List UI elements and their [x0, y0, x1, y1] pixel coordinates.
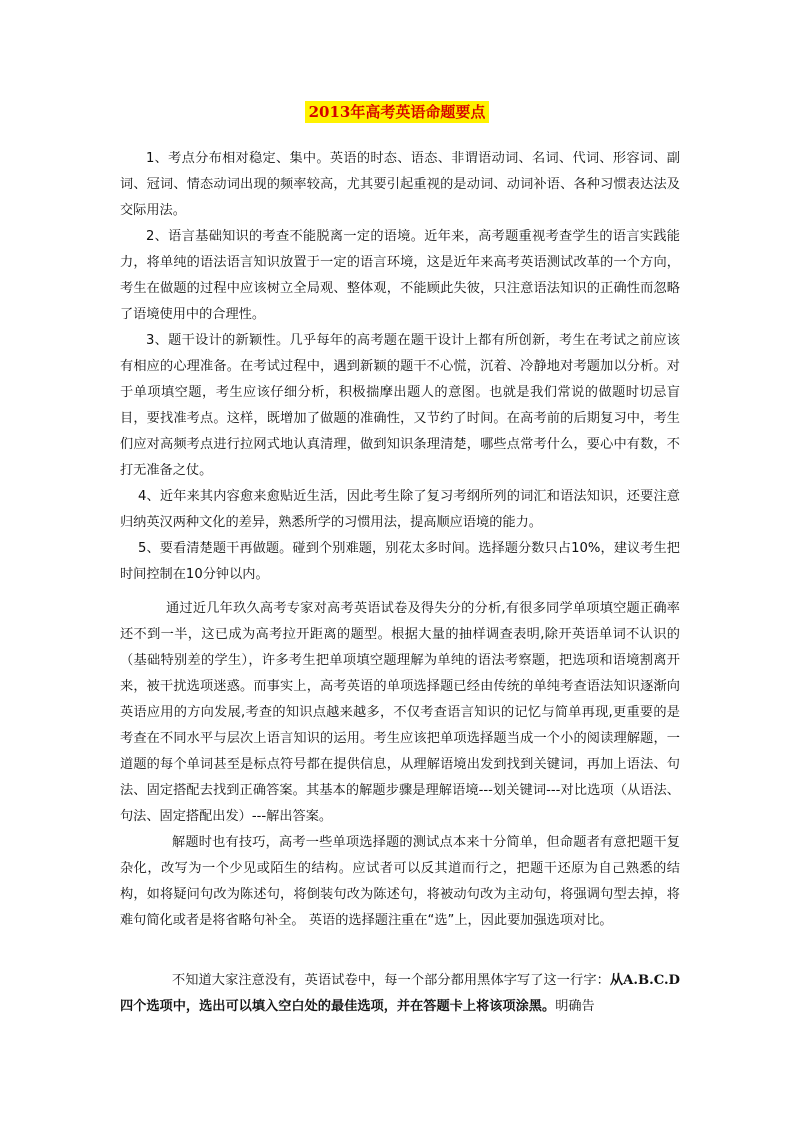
closing-section	[120, 968, 680, 1020]
analysis-section	[120, 596, 680, 934]
title-wrap	[0, 101, 794, 123]
tips-paragraph: 解题时也有技巧，高考一些单项选择题的测试点本来十分简单，但命题者有意把题干复杂化，改写为一个少见或陌生的结构。应试者可以反其道而行之，把题干还原为自己熟悉的结构，如将疑问句改为陈述句，将倒装句改为陈述句，将被动句改为主动句，将强调句型去掉，将难句简化或者是将省略句补全。 英语的选择题注重在“选”上，因此要加强选项对比。	[120, 835, 680, 928]
key-points-section	[120, 146, 680, 588]
closing-tail: 明确告	[555, 999, 595, 1014]
closing-lead: 不知道大家注意没有，英语试卷中，每一个部分都用黑体字写了这一行字：	[172, 973, 610, 988]
point-2: 2、语言基础知识的考查不能脱离一定的语境。近年来，高考题重视考查学生的语言实践能力，将单纯的语法语言知识放置于一定的语言环境，这是近年来高考英语测试改革的一个方向，考生在做题的过程中应该树立全局观、整体观，不能顾此失彼，只注意语法知识的正确性而忽略了语境使用中的合理性。	[120, 229, 680, 322]
closing-paragraph	[120, 968, 680, 1020]
point-5: 5、要看清楚题干再做题。碰到个别难题，别花太多时间。选择题分数只占10%，建议考生把时间控制在10分钟以内。	[120, 541, 680, 582]
document-title: 2013年高考英语命题要点	[305, 101, 490, 123]
point-4: 4、近年来其内容愈来愈贴近生活，因此考生除了复习考纲所列的词汇和语法知识，还要注意归纳英汉两种文化的差异，熟悉所学的习惯用法，提高顺应语境的能力。	[120, 489, 680, 530]
closing-bold-instruction: 从A.B.C.D四个选项中，选出可以填入空白处的最佳选项，并在答题卡上将该项涂黑。	[120, 973, 680, 1014]
point-3: 3、题干设计的新颖性。几乎每年的高考题在题干设计上都有所创新，考生在考试之前应该有相应的心理准备。在考试过程中，遇到新颖的题干不心慌，沉着、冷静地对考题加以分析。对于单项填空题，考生应该仔细分析，积极揣摩出题人的意图。也就是我们常说的做题时切忌盲目，要找准考点。这样，既增加了做题的准确性，又节约了时间。在高考前的后期复习中，考生们应对高频考点进行拉网式地认真清理，做到知识条理清楚，哪些点常考什么，要心中有数，不打无准备之仗。	[120, 333, 680, 478]
analysis-paragraph: 通过近几年玖久高考专家对高考英语试卷及得失分的分析,有很多同学单项填空题正确率还不到一半，这已成为高考拉开距离的题型。根据大量的抽样调查表明,除开英语单词不认识的（基础特别差的学生），许多考生把单项填空题理解为单纯的语法考察题，把选项和语境割离开来，被干扰选项迷惑。而事实上，高考英语的单项选择题已经由传统的单纯考查语法知识逐渐向英语应用的方向发展,考查的知识点越来越多，不仅考查语言知识的记忆与简单再现,更重要的是考查在不同水平与层次上语言知识的运用。考生应该把单项选择题当成一个小的阅读理解题，一道题的每个单词甚至是标点符号都在提供信息，从理解语境出发到找到关键词，再加上语法、句法、固定搭配去找到正确答案。其基本的解题步骤是理解语境---划关键词---对比选项（从语法、句法、固定搭配出发）---解出答案。	[120, 601, 680, 824]
point-1: 1、考点分布相对稳定、集中。英语的时态、语态、非谓语动词、名词、代词、形容词、副词、冠词、情态动词出现的频率较高，尤其要引起重视的是动词、动词补语、各种习惯表达法及交际用法。	[120, 151, 680, 218]
